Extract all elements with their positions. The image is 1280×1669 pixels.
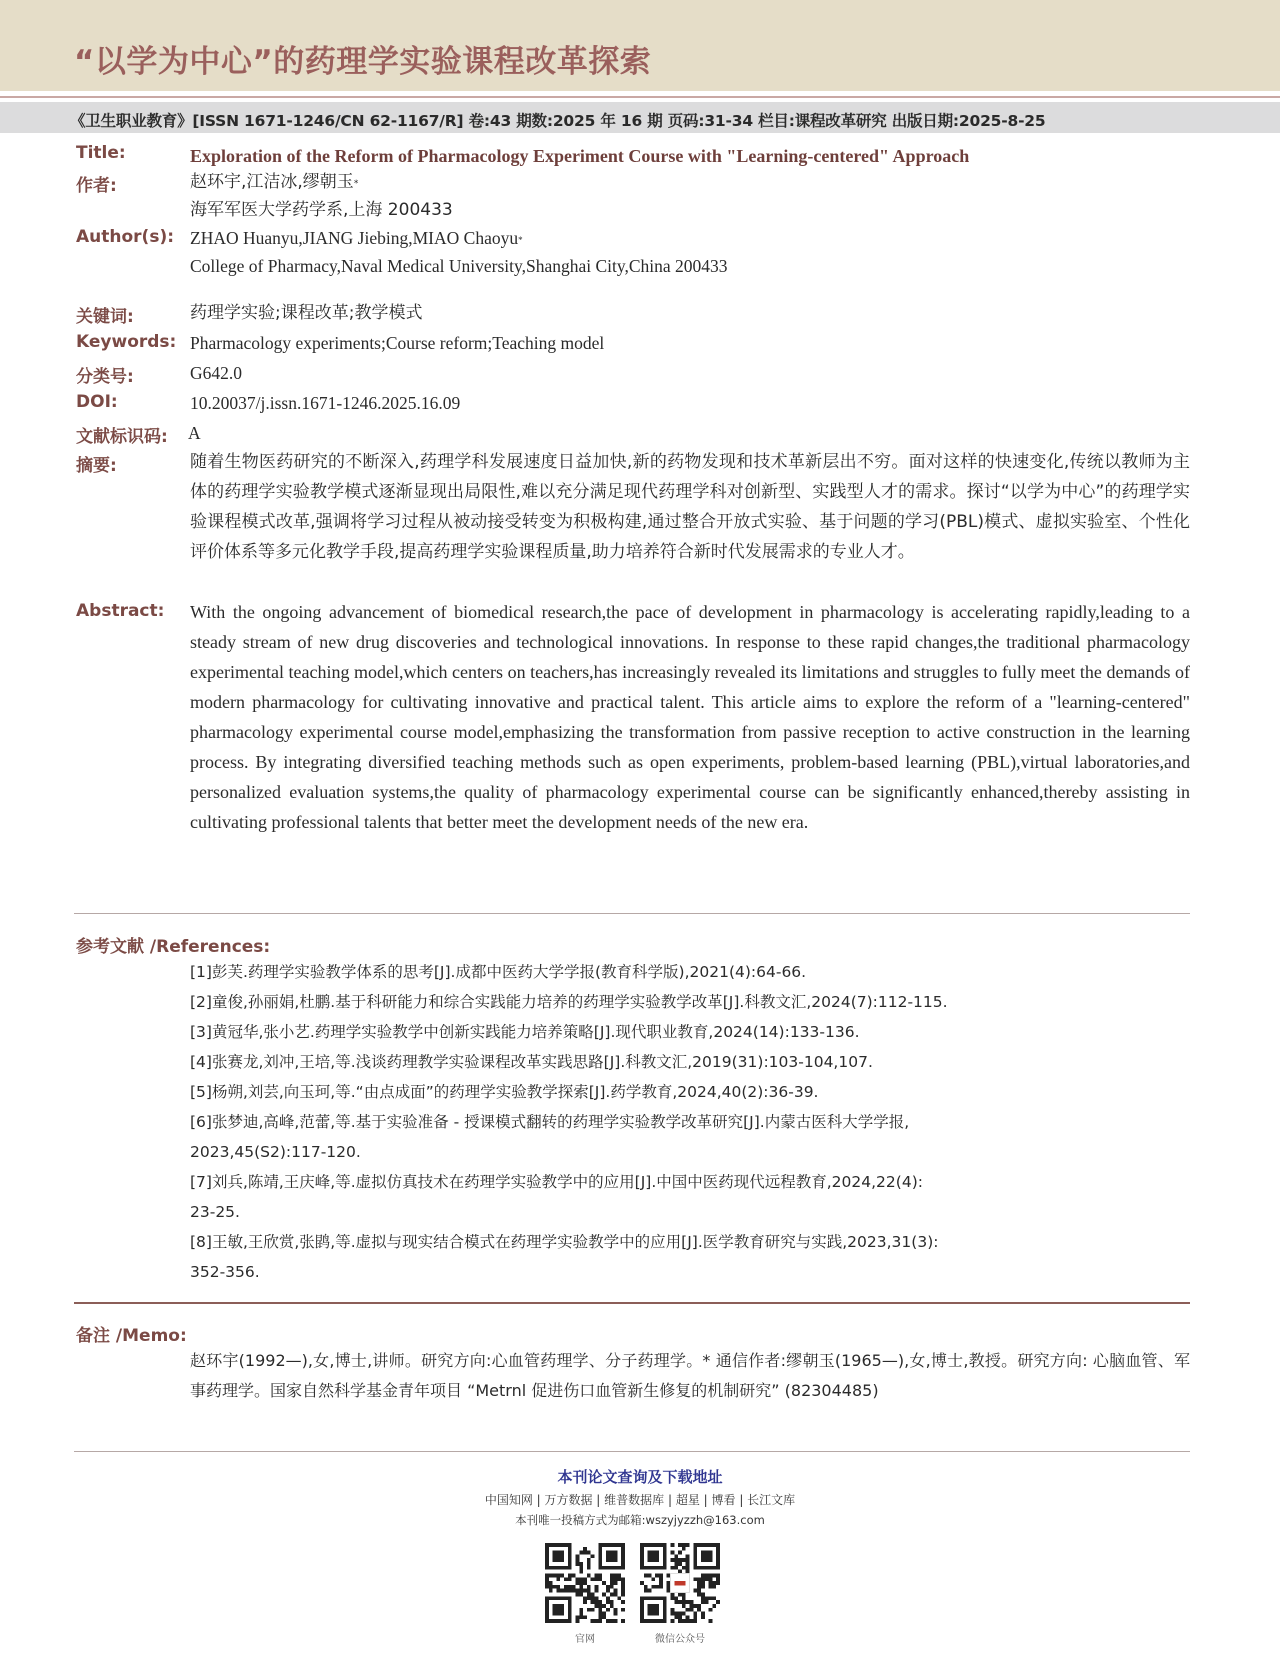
footer-divider: [74, 1451, 1190, 1452]
authors-zh-value: [190, 167, 358, 197]
classification-label: 分类号:: [76, 367, 134, 387]
qr-official-site[interactable]: [545, 1543, 625, 1645]
reference-item: [3]黄冠华,张小艺.药理学实验教学中创新实践能力培养策略[J].现代职业教育,2024(14):133-136.: [190, 1023, 860, 1041]
footer: [0, 1466, 1280, 1528]
journal-meta-band: [0, 102, 1280, 133]
affiliation-zh-value: 海军军医大学药学系,上海 200433: [190, 200, 453, 220]
affiliation-en-value: College of Pharmacy,Naval Medical University,Shanghai City,China 200433: [190, 256, 728, 276]
abstract-en-label: Abstract:: [76, 601, 165, 621]
corresponding-mark-en: *: [518, 235, 523, 245]
authors-en-label: Author(s):: [76, 227, 175, 247]
abstract-en-text: With the ongoing advancement of biomedical research,the pace of development in pharmacology is accelerating rapidly,leading to a steady stream of new drug discoveries and technological innovations. In response to these rapid changes,the traditional pharmacology experimental teaching model,which centers on teachers,has increasingly revealed its limitations and struggles to fully meet the demands of modern pharmacology for cultivating innovative and practical talent. This article aims to explore the reform of a "learning-centered" pharmacology experimental course model,emphasizing the transformation from passive reception to active construction in the learning process. By integrating diversified teaching methods such as open experiments, problem-based learning (PBL),virtual laboratories,and personalized evaluation systems,the quality of pharmacology experimental course can be significantly enhanced,thereby assisting in cultivating professional talents that better meet the development needs of the new era.: [190, 602, 1190, 832]
memo-label: 备注 /Memo:: [76, 1326, 187, 1346]
reference-item: [8]王敏,王欣赏,张鹍,等.虚拟与现实结合模式在药理学实验教学中的应用[J].医学教育研究与实践,2023,31(3): 352-356.: [190, 1233, 939, 1281]
memo-text: 赵环宇(1992—),女,博士,讲师。研究方向:心血管药理学、分子药理学。* 通信作者:缪朝玉(1965—),女,博士,教授。研究方向: 心脑血管、军事药理学。国家自然科学基金青年项目 “Metrnl 促进伤口血管新生修复的机制研究” (82304485): [190, 1351, 1190, 1400]
keywords-zh-label: 关键词:: [76, 307, 134, 327]
authors-en-value: [190, 223, 523, 253]
footer-database-links[interactable]: 中国知网 | 万方数据 | 维普数据库 | 超星 | 博看 | 长江文库: [484, 1493, 796, 1507]
abstract-zh-text: 随着生物医药研究的不断深入,药理学科发展速度日益加快,新的药物发现和技术革新层出不穷。面对这样的快速变化,传统以教师为主体的药理学实验教学模式逐渐显现出局限性,难以充分满足现代药理学科对创新型、实践型人才的需求。探讨“以学为中心”的药理学实验课程模式改革,强调将学习过程从被动接受转变为积极构建,通过整合开放式实验、基于问题的学习(PBL)模式、虚拟实验室、个性化评价体系等多元化教学手段,提高药理学实验课程质量,助力培养符合新时代发展需求的专业人才。: [190, 452, 1190, 562]
references-list: [190, 957, 1190, 1287]
doi-value[interactable]: 10.20037/j.issn.1671-1246.2025.16.09: [190, 393, 461, 413]
title-label: Title:: [76, 143, 126, 163]
footer-email[interactable]: 本刊唯一投稿方式为邮箱:wszyjyzzh@163.com: [515, 1513, 765, 1527]
authors-zh-text: 赵环宇,江洁冰,缪朝玉: [190, 172, 354, 192]
memo-divider: [74, 1302, 1190, 1304]
article-title-zh: “以学为中心”的药理学实验课程改革探索: [74, 44, 652, 80]
qr-caption: 官网: [575, 1634, 595, 1645]
qr-code-icon: [545, 1543, 625, 1623]
qr-code-icon: [640, 1543, 720, 1623]
reference-item: [5]杨朔,刘芸,向玉珂,等.“由点成面”的药理学实验教学探索[J].药学教育,2024,40(2):36-39.: [190, 1083, 819, 1101]
footer-title: 本刊论文查询及下载地址: [557, 1468, 723, 1486]
title-en-value: Exploration of the Reform of Pharmacology Experiment Course with "Learning-centered" Approach: [190, 146, 970, 166]
doc-code-label: 文献标识码:: [76, 427, 168, 447]
doi-label: DOI:: [76, 392, 118, 412]
reference-item: [6]张梦迪,高峰,范蕾,等.基于实验准备 - 授课模式翻转的药理学实验教学改革研究[J].内蒙古医科大学学报, 2023,45(S2):117-120.: [190, 1113, 910, 1161]
keywords-en-label: Keywords:: [76, 332, 177, 352]
section-divider: [74, 913, 1190, 914]
corresponding-mark: *: [353, 179, 359, 189]
abstract-zh-label: 摘要:: [76, 456, 117, 476]
doc-code-value: A: [188, 423, 201, 443]
reference-item: [7]刘兵,陈靖,王庆峰,等.虚拟仿真技术在药理学实验教学中的应用[J].中国中医药现代远程教育,2024,22(4): 23-25.: [190, 1173, 923, 1221]
qr-caption: 微信公众号: [655, 1634, 705, 1645]
reference-item: [2]童俊,孙丽娟,杜鹏.基于科研能力和综合实践能力培养的药理学实验教学改革[J].科教文汇,2024(7):112-115.: [190, 993, 948, 1011]
qr-wechat[interactable]: [640, 1543, 720, 1645]
classification-value: G642.0: [190, 363, 243, 383]
title-band: [0, 0, 1280, 91]
journal-meta-line: 《卫生职业教育》[ISSN 1671-1246/CN 62-1167/R] 卷:43 期数:2025 年 16 期 页码:31-34 栏目:课程改革研究 出版日期:2025-8-25: [70, 112, 1046, 130]
reference-item: [1]彭芙.药理学实验教学体系的思考[J].成都中医药大学学报(教育科学版),2021(4):64-66.: [190, 963, 807, 981]
reference-item: [4]张赛龙,刘冲,王培,等.浅谈药理教学实验课程改革实践思路[J].科教文汇,2019(31):103-104,107.: [190, 1053, 873, 1071]
header-divider: [0, 96, 1280, 98]
references-label: 参考文献 /References:: [76, 937, 271, 957]
authors-zh-label: 作者:: [76, 176, 117, 196]
authors-en-text: ZHAO Huanyu,JIANG Jiebing,MIAO Chaoyu: [190, 228, 519, 248]
keywords-en-value: Pharmacology experiments;Course reform;Teaching model: [190, 333, 605, 353]
keywords-zh-value: 药理学实验;课程改革;教学模式: [190, 303, 423, 323]
